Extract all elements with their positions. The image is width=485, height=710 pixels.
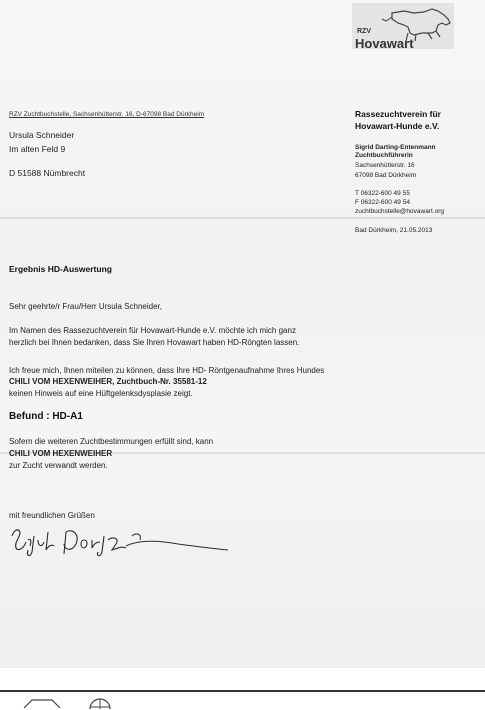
footer-mark-icon: [22, 698, 62, 709]
recipient-street: Im alten Feld 9: [9, 144, 66, 154]
club-logo: [352, 3, 454, 49]
contact-street: Sachsenhütterstr. 16: [355, 162, 415, 169]
footer-globe-icon: [86, 697, 114, 709]
letter-subject: Ergebnis HD-Auswertung: [9, 264, 112, 274]
contact-phone: T 06322-600 49 55: [355, 190, 410, 197]
hd-result: Befund : HD-A1: [9, 411, 83, 422]
contact-person: Sigrid Darting-Entenmann: [355, 144, 436, 151]
organization-line1: Rassezuchtverein für: [355, 109, 441, 119]
dog-name-registration: CHILI VOM HEXENWEIHER, Zuchtbuch-Nr. 35581-12: [9, 377, 207, 386]
bottom-rule: [0, 690, 485, 692]
contact-email: zuchtbuchstelle@hovawart.org: [355, 208, 444, 215]
paragraph3-line1: Sofern die weiteren Zuchtbestimmungen erfüllt sind, kann: [9, 437, 214, 446]
handwritten-signature: [8, 522, 233, 562]
paragraph2-line1: Ich freue mich, Ihnen miteilen zu können, dass Ihre HD- Röntgenaufnahme Ihres Hundes: [9, 366, 325, 375]
contact-city: 67098 Bad Dürkheim: [355, 172, 417, 179]
paragraph3-line3: zur Zucht verwandt werden.: [9, 461, 108, 470]
paragraph2-line3: keinen Hinweis auf eine Hüftgelenksdysplasie zeigt.: [9, 389, 193, 398]
paper-fold: [0, 217, 485, 219]
page-bottom-strip: [0, 668, 485, 710]
logo-big-text: Hovawart: [355, 36, 414, 51]
letter-date: Bad Dürkheim, 21.05.2013: [355, 227, 433, 234]
sender-line: RZV Zuchtbuchstelle, Sachsenhütterstr. 16, D-67098 Bad Dürkheim: [9, 111, 205, 118]
closing: mit freundlichen Grüßen: [9, 511, 95, 520]
recipient-city: D 51588 Nümbrecht: [9, 168, 86, 178]
contact-role: Zuchtbuchführerin: [355, 152, 413, 159]
contact-fax: F 06322-600 49 54: [355, 199, 410, 206]
paragraph1-line1: Im Namen des Rassezuchtverein für Hovawart-Hunde e.V. möchte ich mich ganz: [9, 326, 296, 335]
dog-name: CHILI VOM HEXENWEIHER: [9, 449, 113, 458]
paragraph1-line2: herzlich bei Ihnen bedanken, dass Sie Ihren Hovawart haben HD-Röngten lassen.: [9, 338, 300, 347]
recipient-name: Ursula Schneider: [9, 130, 75, 140]
salutation: Sehr geehrte/r Frau/Herr Ursula Schneider,: [9, 302, 162, 311]
organization-line2: Hovawart-Hunde e.V.: [355, 121, 440, 131]
logo-small-text: RZV: [357, 28, 371, 35]
